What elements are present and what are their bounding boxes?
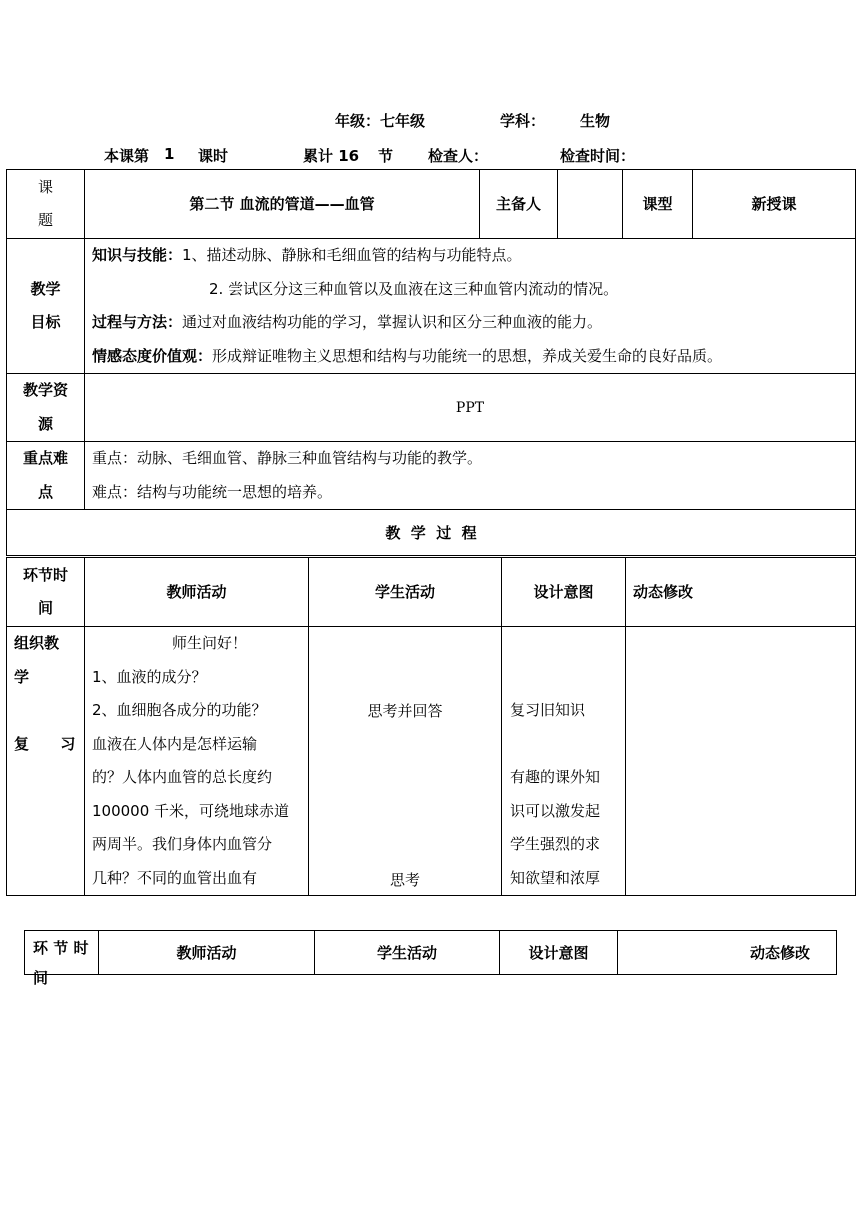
page2-design-header: 设计意图 [500,931,618,975]
objectives-label-cell [7,239,85,374]
process-label: 过程与方法： [92,313,183,331]
preparer-value [558,170,623,239]
key-points-row [7,442,856,510]
teacher-line: 师生问好！ [172,634,248,652]
stage-line2: 学 [14,667,30,686]
process-title-row [7,510,856,556]
lesson-prefix: 本课第 [104,147,150,165]
type-label: 课型 [623,170,693,239]
page2-stage-line1: 环 节 时 [33,939,89,957]
teacher-line: 两周半。我们身体内血管分 [92,835,273,853]
knowledge-text1: 1、描述动脉、静脉和毛细血管的结构与功能特点。 [182,246,522,264]
process-row-1 [7,627,856,896]
teacher-line: 的？人体内血管的总长度约 [92,768,273,786]
dynamic-header: 动态修改 [626,558,856,627]
stage-header-line1: 环节时 [22,565,68,584]
knowledge-line [92,239,855,273]
emotion-label: 情感态度价值观： [92,346,213,365]
page2-stage-line2: 间 [33,969,49,987]
objectives-content [85,239,856,374]
key-points-content [85,442,856,510]
process-text: 通过对血液结构功能的学习，掌握认识和区分三种血液的能力。 [182,313,603,331]
stage-line1: 组织教 [14,634,60,652]
page2-stage-header [25,931,99,987]
teacher-line: 100000 千米，可绕地球赤道 [92,801,290,820]
student-activity-cell [309,627,502,896]
preparer-label: 主备人 [480,170,558,239]
page2-header-table [24,930,837,987]
subject-value: 生物 [580,112,611,130]
teacher-line: 几种？不同的血管出血有 [92,868,258,887]
process-line [92,306,855,340]
teacher-header: 教师活动 [85,558,309,627]
stage-line4: 复 习 [14,734,76,753]
design-line: 学生强烈的求 [510,835,601,853]
student-header: 学生活动 [309,558,502,627]
student-answer: 思考并回答 [367,702,443,720]
design-line: 有趣的课外知 [510,768,601,786]
design-line: 复习旧知识 [510,701,586,719]
topic-row [7,170,856,239]
topic-title: 第二节 血流的管道——血管 [85,170,480,239]
key-point-text: 重点：动脉、毛细血管、静脉三种血管结构与功能的教学。 [92,449,483,467]
objectives-label-line1: 教学 [30,279,61,298]
design-line [510,728,625,762]
subject-label: 学科： [500,112,546,130]
objectives-label-line2: 目标 [30,313,61,331]
teacher-activity-cell [85,627,309,896]
emotion-line [92,340,855,374]
resources-value: PPT [85,374,856,442]
lesson-suffix: 课时 [198,147,229,165]
design-intent-cell [502,627,626,896]
stage-header [7,558,85,627]
stage-header-line2: 间 [37,599,53,617]
design-header: 设计意图 [502,558,626,627]
teacher-line: 2、血细胞各成分的功能？ [92,701,267,719]
teacher-line: 血液在人体内是怎样运输 [92,734,258,753]
key-points-label-line1: 重点难 [22,449,68,467]
key-points-label-cell [7,442,85,510]
objectives-row [7,239,856,374]
objectives-table [6,238,856,556]
cumulative-prefix: 累计 16 [303,147,360,165]
dynamic-cell [626,627,856,896]
stage-cell [7,627,85,896]
emotion-text: 形成辩证唯物主义思想和结构与功能统一的思想，养成关爱生命的良好品质。 [212,346,723,365]
page2-student-header: 学生活动 [315,931,500,975]
type-value: 新授课 [693,170,856,239]
grade-label: 年级：七年级 [335,112,426,130]
lesson-number: 1 [164,145,175,163]
check-time-label: 检查时间： [560,147,636,165]
student-think: 思考 [389,871,420,889]
design-line: 识可以激发起 [510,801,601,820]
design-line: 知欲望和浓厚 [510,868,601,887]
stage-line3 [14,694,84,728]
cumulative-suffix: 节 [378,147,394,165]
teacher-line: 1、血液的成分？ [92,667,207,686]
resources-label-line1: 教学资 [22,381,68,399]
topic-label-line1: 课 [37,177,53,196]
process-title: 教 学 过 程 [7,510,856,556]
knowledge-label: 知识与技能： [92,246,183,264]
page2-header-row [25,931,837,975]
topic-label-line2: 题 [37,211,53,229]
resources-row [7,374,856,442]
process-header-row [7,558,856,627]
knowledge-line-2 [92,273,855,307]
page2-dynamic-header: 动态修改 [618,931,837,975]
difficult-point-text: 难点：结构与功能统一思想的培养。 [92,482,333,501]
page2-teacher-header: 教师活动 [99,931,315,975]
key-points-label-line2: 点 [37,482,53,501]
knowledge-text2: 2. 尝试区分这三种血管以及血液在这三种血管内流动的情况。 [209,279,619,298]
lesson-info-table [6,169,856,239]
checker-label: 检查人： [428,147,489,165]
resources-label-line2: 源 [37,414,53,433]
topic-label-cell [7,170,85,239]
process-table [6,557,856,896]
resources-label-cell [7,374,85,442]
